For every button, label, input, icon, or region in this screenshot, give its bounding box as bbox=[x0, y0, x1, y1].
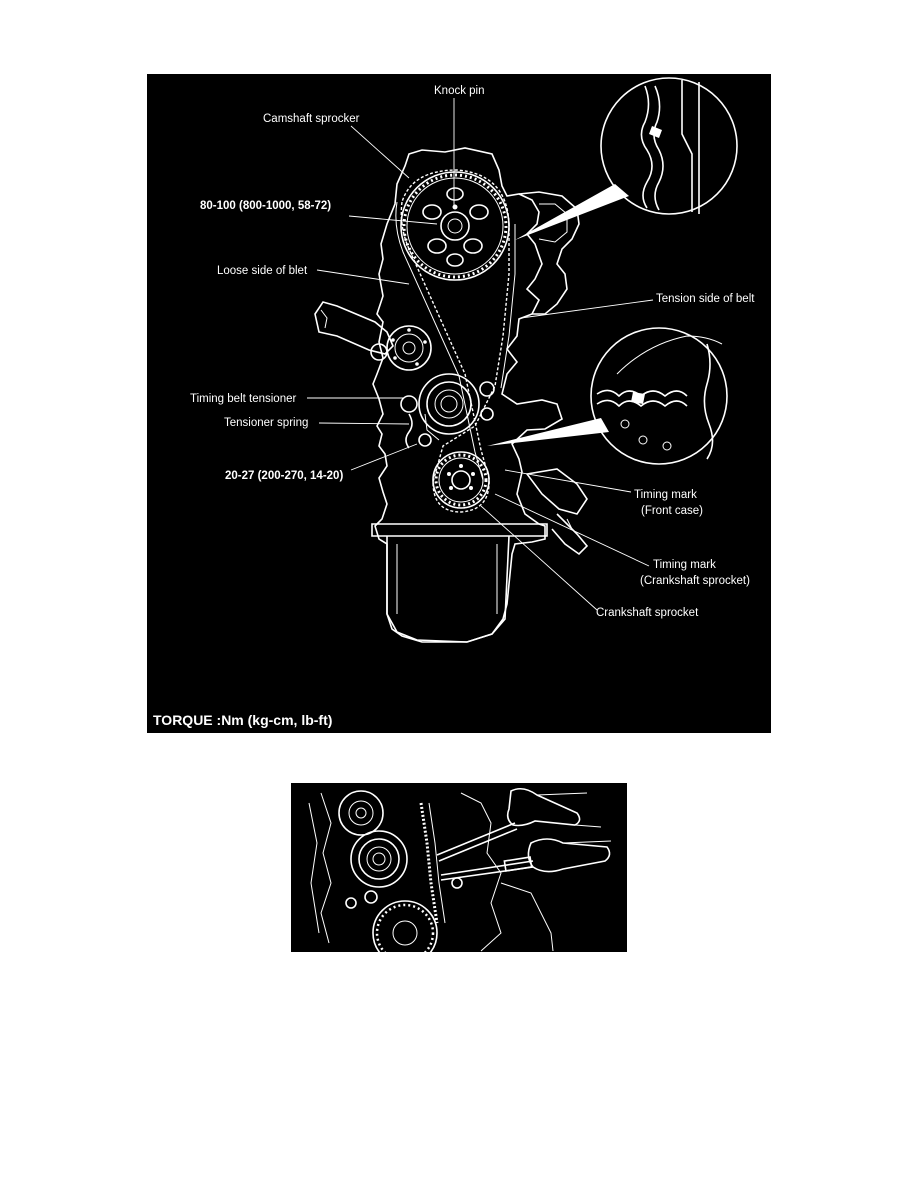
engine-drawing bbox=[147, 74, 771, 733]
label-timing-mark-crank-line2: (Crankshaft sprocket) bbox=[640, 575, 750, 587]
belt-check-drawing bbox=[291, 783, 627, 952]
label-tensioner-bolt-torque: 20-27 (200-270, 14-20) bbox=[225, 470, 344, 482]
label-cam-bolt-torque: 80-100 (800-1000, 58-72) bbox=[200, 200, 332, 212]
label-timing-mark-front-line1: Timing mark bbox=[634, 489, 697, 501]
label-crankshaft-sprocket: Crankshaft sprocket bbox=[596, 607, 699, 619]
label-timing-mark-front-line2: (Front case) bbox=[641, 505, 703, 517]
belt-tension-check-illustration bbox=[291, 783, 627, 952]
label-timing-belt-tensioner: Timing belt tensioner bbox=[190, 393, 297, 405]
label-knock-pin: Knock pin bbox=[434, 85, 485, 97]
label-tension-side-of-belt: Tension side of belt bbox=[656, 293, 755, 305]
label-timing-mark-crank-line1: Timing mark bbox=[653, 559, 716, 571]
engine-timing-belt-diagram bbox=[147, 74, 771, 733]
label-tensioner-spring: Tensioner spring bbox=[224, 417, 309, 429]
label-loose-side-of-belt: Loose side of blet bbox=[217, 265, 308, 277]
torque-units-caption: TORQUE :Nm (kg-cm, lb-ft) bbox=[153, 712, 333, 728]
label-camshaft-sprocket: Camshaft sprocker bbox=[263, 113, 360, 125]
detail-magnifier-lower bbox=[591, 328, 727, 464]
